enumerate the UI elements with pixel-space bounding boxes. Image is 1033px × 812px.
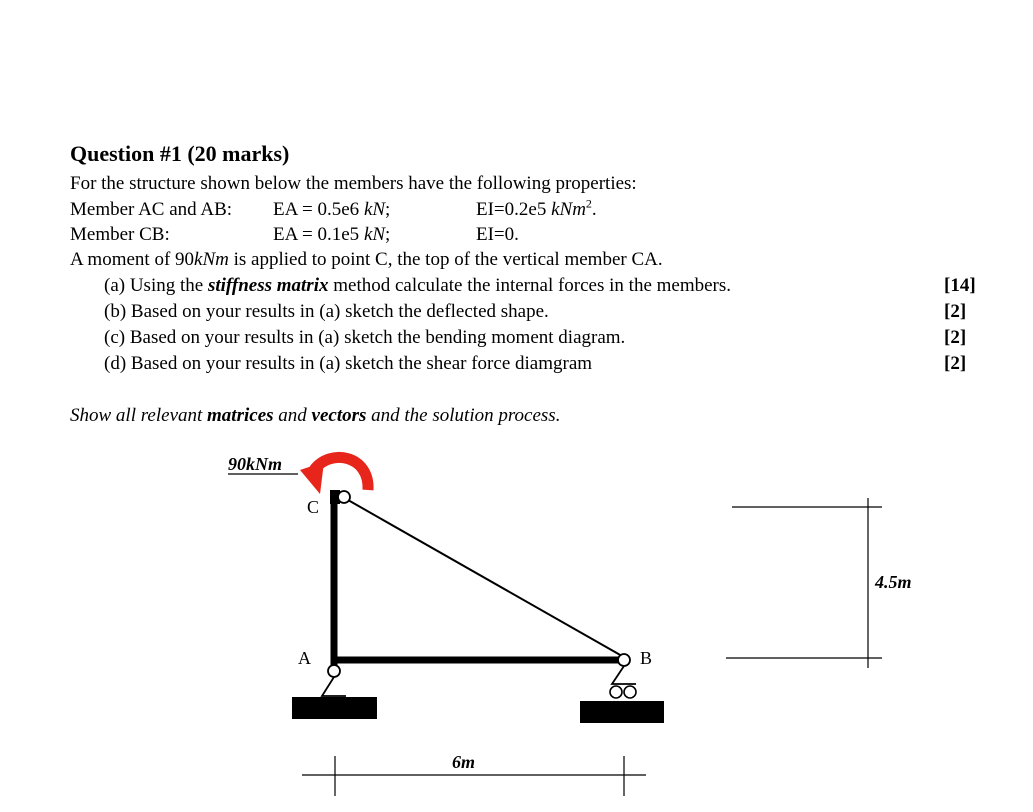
moment-label: 90kNm xyxy=(228,454,282,474)
node-c-label: C xyxy=(307,497,320,517)
member-ac-ab-ea: EA = 0.5e6 kN; xyxy=(273,199,391,220)
width-dim-label: 6m xyxy=(452,752,476,772)
part-a: (a) Using the stiffness matrix method calculate the internal forces in the members. xyxy=(104,275,732,296)
node-a-label: A xyxy=(298,648,311,668)
member-cb-ei: EI=0. xyxy=(476,224,519,245)
support-b-base xyxy=(580,701,664,723)
height-dim-label: 4.5m xyxy=(875,572,912,592)
part-b-marks: [2] xyxy=(944,301,967,322)
moment-sentence: A moment of 90kNm is applied to point C, the top of the vertical member CA. xyxy=(70,249,663,270)
pin-c-icon xyxy=(338,491,350,503)
height-dimension xyxy=(726,498,882,668)
part-d: (d) Based on your results in (a) sketch the shear force diamgram xyxy=(104,353,593,374)
roller-b-left-icon xyxy=(610,686,622,698)
member-cb xyxy=(348,500,622,656)
part-b: (b) Based on your results in (a) sketch the deflected shape. xyxy=(104,301,549,322)
node-b-label: B xyxy=(640,648,653,668)
member-cb-ea: EA = 0.1e5 kN; xyxy=(273,224,391,245)
member-ac-ab-ei: EI=0.2e5 kNm$^2$. xyxy=(476,196,597,220)
roller-b-right-icon xyxy=(624,686,636,698)
support-b-triangle-icon xyxy=(612,666,636,684)
part-a-marks: [14] xyxy=(944,275,976,296)
part-c-marks: [2] xyxy=(944,327,967,348)
pin-a-icon xyxy=(328,665,340,677)
member-ac-ab-name: Member AC and AB: xyxy=(70,199,233,220)
part-d-marks: [2] xyxy=(944,353,967,374)
moment-arrow-icon xyxy=(300,457,368,494)
instruction-text: Show all relevant matrices and vectors and the solution process. xyxy=(70,405,561,426)
support-a-base xyxy=(292,697,377,719)
part-c: (c) Based on your results in (a) sketch the bending moment diagram. xyxy=(104,327,626,348)
question-title: Question #1 (20 marks) xyxy=(70,141,290,166)
support-a-triangle-icon xyxy=(322,677,346,696)
member-cb-name: Member CB: xyxy=(70,224,170,245)
pin-b-icon xyxy=(618,654,630,666)
question-intro: For the structure shown below the members have the following properties: xyxy=(70,173,637,194)
